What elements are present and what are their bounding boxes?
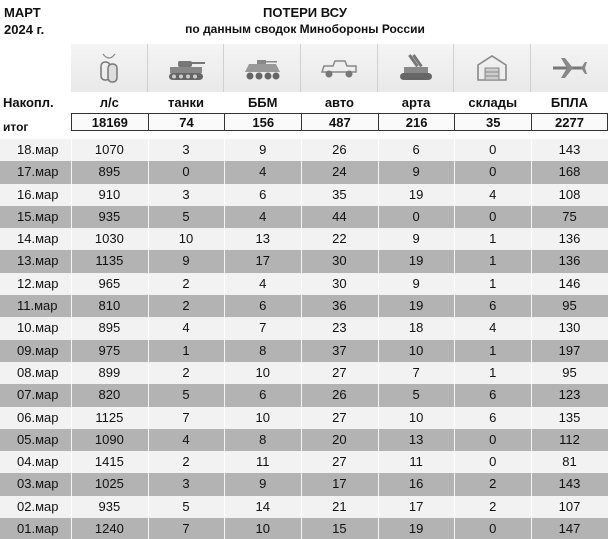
cell: 27 <box>332 409 347 425</box>
cell: 0 <box>489 164 497 180</box>
cell: 1070 <box>94 142 124 157</box>
cell: 26 <box>332 142 347 157</box>
cell: 37 <box>332 342 347 358</box>
period-year: 2024 г. <box>4 22 45 37</box>
cell: 143 <box>558 142 581 157</box>
cell: 4 <box>489 186 497 202</box>
title-sub: по данным сводок Минобороны России <box>185 22 425 36</box>
cell: 6 <box>259 298 267 314</box>
cell: 1 <box>489 253 497 269</box>
cell: 107 <box>558 498 581 514</box>
cell: 4 <box>259 275 267 291</box>
table-row <box>0 184 608 206</box>
cell: 11 <box>409 454 423 470</box>
cell: 168 <box>558 164 581 180</box>
table-row <box>0 340 608 362</box>
cell: 810 <box>98 298 121 314</box>
col-header-uav: БПЛА <box>550 95 589 110</box>
row-date: 13.мар <box>17 253 59 269</box>
col-header-tanks: танки <box>168 95 204 110</box>
cell: 1 <box>489 275 497 291</box>
cell: 21 <box>332 498 347 514</box>
row-date: 07.мар <box>17 387 59 403</box>
cell: 0 <box>182 164 190 180</box>
column-divider <box>531 139 532 539</box>
cell: 6 <box>259 387 267 403</box>
row-date: 08.мар <box>17 364 59 380</box>
cell: 15 <box>332 521 347 537</box>
cell: 2 <box>182 275 190 291</box>
cell: 0 <box>412 208 420 224</box>
cell: 6 <box>489 298 497 314</box>
column-divider <box>71 139 72 539</box>
cell: 5 <box>182 498 190 514</box>
row-date: 05.мар <box>17 431 59 447</box>
cell: 27 <box>332 364 347 380</box>
cell: 1135 <box>95 253 124 269</box>
cell: 6 <box>489 387 497 403</box>
cell: 820 <box>98 387 121 403</box>
cell: 23 <box>332 320 347 336</box>
cell: 935 <box>98 498 121 514</box>
cell: 197 <box>558 342 581 358</box>
row-date: 06.мар <box>17 409 59 425</box>
table-row <box>0 273 608 295</box>
cell: 123 <box>558 387 581 403</box>
row-date: 17.мар <box>17 164 59 180</box>
row-date: 09.мар <box>17 342 59 358</box>
total-depots: 35 <box>454 113 531 131</box>
cell: 935 <box>98 208 121 224</box>
col-header-depots: склады <box>468 95 518 110</box>
period-month: МАРТ <box>4 5 41 20</box>
cell: 30 <box>332 253 347 269</box>
cell: 13 <box>408 431 424 447</box>
cell: 0 <box>489 431 497 447</box>
table-row <box>0 473 608 495</box>
row-date: 04.мар <box>17 454 59 470</box>
artillery-icon <box>378 44 455 92</box>
cell: 8 <box>259 431 267 447</box>
cell: 0 <box>489 521 497 537</box>
cell: 81 <box>562 454 577 470</box>
total-artillery: 216 <box>378 113 455 131</box>
cell: 6 <box>412 142 420 157</box>
total-uav: 2277 <box>531 113 608 131</box>
cell: 35 <box>332 186 347 202</box>
cell: 6 <box>489 409 497 425</box>
cell: 1090 <box>94 431 124 447</box>
cell: 135 <box>558 409 581 425</box>
row-date: 10.мар <box>17 320 59 336</box>
cell: 910 <box>98 186 121 202</box>
cell: 895 <box>98 164 121 180</box>
cell: 3 <box>182 186 190 202</box>
cell: 1 <box>182 342 190 358</box>
cell: 895 <box>98 320 121 336</box>
cell: 19 <box>408 521 424 537</box>
column-headers <box>71 95 608 111</box>
cell: 4 <box>182 431 190 447</box>
cumulative-label: Накопл. <box>3 95 54 110</box>
drone-icon <box>531 44 608 92</box>
cell: 2 <box>489 498 497 514</box>
cell: 7 <box>259 320 267 336</box>
col-header-artillery: арта <box>401 95 431 110</box>
cell: 136 <box>558 253 581 269</box>
row-date: 18.мар <box>17 142 59 157</box>
col-header-afv: ББМ <box>247 95 278 110</box>
row-date: 03.мар <box>17 476 59 492</box>
cell: 965 <box>98 275 121 291</box>
warehouse-icon <box>454 44 531 92</box>
cell: 3 <box>182 142 190 157</box>
cell: 2 <box>182 364 190 380</box>
cell: 7 <box>412 364 420 380</box>
cell: 17 <box>408 498 424 514</box>
cell: 1030 <box>94 231 124 247</box>
tank-icon <box>148 44 225 92</box>
total-label: итог <box>3 120 29 134</box>
cell: 17 <box>332 476 347 492</box>
jeep-icon <box>301 44 378 92</box>
column-divider <box>454 139 455 539</box>
cell: 30 <box>332 275 347 291</box>
totals-row <box>71 113 608 131</box>
cell: 146 <box>558 275 581 291</box>
cell: 16 <box>408 476 424 492</box>
cell: 899 <box>98 364 121 380</box>
col-header-vehicles: авто <box>324 95 354 110</box>
cell: 1 <box>489 231 497 247</box>
table-row <box>0 407 608 429</box>
report-period <box>4 4 44 38</box>
row-date: 11.мар <box>17 298 58 314</box>
row-date: 01.мар <box>17 521 59 537</box>
cell: 10 <box>255 521 270 537</box>
cell: 4 <box>259 164 267 180</box>
cell: 13 <box>255 231 270 247</box>
cell: 136 <box>558 231 581 247</box>
cell: 10 <box>408 342 424 358</box>
table-row <box>0 429 608 451</box>
report-title <box>140 4 470 38</box>
table-row <box>0 496 608 518</box>
row-date: 14.мар <box>17 231 59 247</box>
cell: 0 <box>489 208 497 224</box>
cell: 95 <box>562 364 577 380</box>
row-date: 12.мар <box>17 275 59 291</box>
cell: 1025 <box>94 476 124 492</box>
cell: 10 <box>255 364 270 380</box>
column-divider <box>224 139 225 539</box>
cell: 1125 <box>95 409 124 425</box>
cell: 27 <box>332 454 347 470</box>
cell: 10 <box>178 231 194 247</box>
cell: 0 <box>489 142 497 157</box>
cell: 6 <box>259 186 267 202</box>
cell: 44 <box>332 208 347 224</box>
cell: 19 <box>408 298 424 314</box>
cell: 7 <box>182 409 190 425</box>
row-date: 16.мар <box>17 186 59 202</box>
cell: 14 <box>255 498 270 514</box>
cell: 95 <box>562 298 577 314</box>
row-date: 15.мар <box>17 208 59 224</box>
table-row <box>0 206 608 228</box>
cell: 4 <box>182 320 190 336</box>
cell: 10 <box>408 409 424 425</box>
ifv-icon <box>224 44 301 92</box>
cell: 36 <box>332 298 347 314</box>
table-row <box>0 161 608 183</box>
cell: 8 <box>259 342 267 358</box>
total-personnel: 18169 <box>71 113 148 131</box>
cell: 112 <box>559 431 580 447</box>
cell: 9 <box>259 142 267 157</box>
total-vehicles: 487 <box>301 113 378 131</box>
cell: 2 <box>182 454 190 470</box>
cell: 143 <box>558 476 581 492</box>
cell: 9 <box>412 231 420 247</box>
cell: 26 <box>332 387 347 403</box>
row-date: 02.мар <box>17 498 59 514</box>
cell: 22 <box>332 231 347 247</box>
total-afv: 156 <box>224 113 301 131</box>
cell: 75 <box>562 208 577 224</box>
cell: 130 <box>558 320 581 336</box>
cell: 9 <box>259 476 267 492</box>
cell: 5 <box>182 208 190 224</box>
column-divider <box>378 139 379 539</box>
col-header-personnel: л/с <box>99 95 119 110</box>
column-divider <box>148 139 149 539</box>
dogtag-icon <box>71 44 148 92</box>
cell: 5 <box>182 387 190 403</box>
cell: 11 <box>255 454 270 470</box>
table-row <box>0 228 608 250</box>
cell: 9 <box>412 275 420 291</box>
cell: 0 <box>489 454 497 470</box>
table-row <box>0 518 608 539</box>
cell: 3 <box>182 476 190 492</box>
cell: 20 <box>332 431 347 447</box>
cell: 1240 <box>94 521 124 537</box>
table-row <box>0 317 608 339</box>
total-tanks: 74 <box>148 113 225 131</box>
table-row <box>0 250 608 272</box>
cell: 18 <box>408 320 424 336</box>
cell: 2 <box>182 298 190 314</box>
table-row <box>0 451 608 473</box>
table-row <box>0 139 608 161</box>
cell: 4 <box>489 320 497 336</box>
cell: 19 <box>408 186 424 202</box>
table-row <box>0 384 608 406</box>
cell: 108 <box>558 186 581 202</box>
cell: 975 <box>98 342 121 358</box>
table-row <box>0 295 608 317</box>
cell: 1415 <box>94 454 124 470</box>
cell: 10 <box>255 409 270 425</box>
cell: 9 <box>182 253 190 269</box>
cell: 5 <box>412 387 420 403</box>
cell: 1 <box>489 342 497 358</box>
column-divider <box>301 139 302 539</box>
daily-losses-table <box>0 139 608 539</box>
cell: 1 <box>489 364 497 380</box>
cell: 7 <box>182 521 190 537</box>
cell: 24 <box>332 164 347 180</box>
cell: 4 <box>259 208 267 224</box>
title-main: ПОТЕРИ ВСУ <box>263 5 347 20</box>
category-icons <box>71 44 608 92</box>
cell: 19 <box>408 253 424 269</box>
cell: 2 <box>489 476 497 492</box>
cell: 147 <box>558 521 581 537</box>
cell: 9 <box>412 164 420 180</box>
cell: 17 <box>255 253 270 269</box>
table-row <box>0 362 608 384</box>
